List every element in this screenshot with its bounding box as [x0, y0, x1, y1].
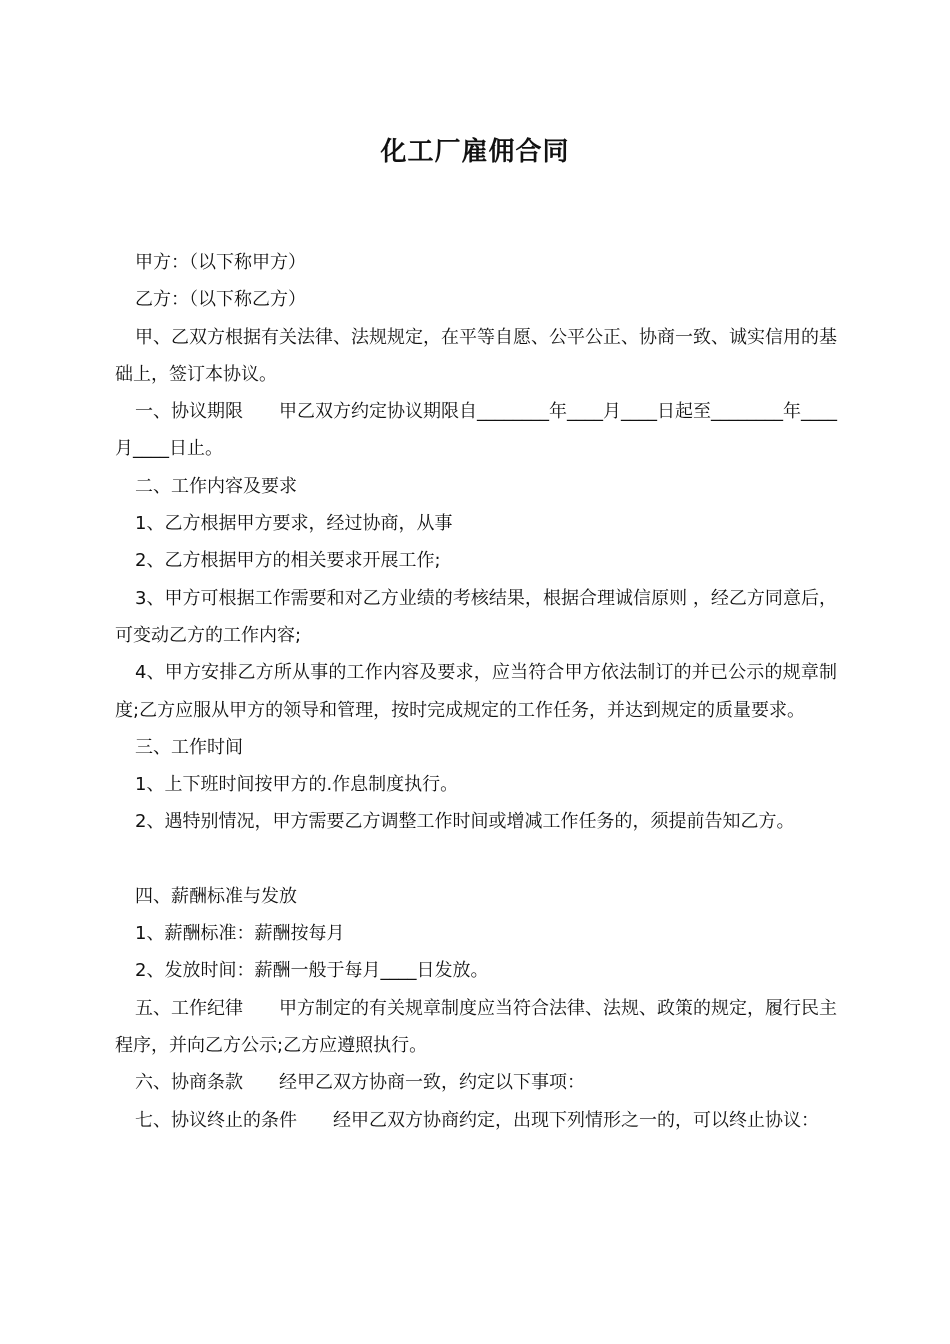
- section-7-termination: 七、协议终止的条件 经甲乙双方协商约定，出现下列情形之一的，可以终止协议：: [135, 1109, 819, 1131]
- section-3-heading: 三、工作时间: [135, 736, 243, 758]
- party-a-line: 甲方：（以下称甲方）: [135, 252, 306, 273]
- section-6-negotiation: 六、协商条款 经甲乙双方协商一致，约定以下事项：: [135, 1072, 585, 1094]
- paragraph-gap: [115, 841, 837, 878]
- party-b-line: 乙方：（以下称乙方）: [135, 289, 306, 311]
- section-2-item-2: 2、乙方根据甲方的相关要求开展工作;: [135, 550, 441, 572]
- preamble-paragraph: 甲、乙双方根据有关法律、法规规定，在平等自愿、公平公正、协商一致、诚实信用的基础上，签订本协议。: [115, 326, 837, 385]
- section-3-item-2: 2、遇特别情况，甲方需要乙方调整工作时间或增减工作任务的，须提前告知乙方。: [135, 811, 795, 833]
- section-2-heading: 二、工作内容及要求: [135, 475, 297, 497]
- section-4-item-1: 1、薪酬标准：薪酬按每月: [135, 923, 345, 945]
- section-2-item-3: 3、甲方可根据工作需要和对乙方业绩的考核结果，根据合理诚信原则 ，经乙方同意后，可变动乙方的工作内容;: [115, 587, 837, 646]
- document-title: 化工厂雇佣合同: [380, 137, 570, 167]
- section-5-discipline: 五、工作纪律 甲方制定的有关规章制度应当符合法律、法规、政策的规定，履行民主程序，并向乙方公示;乙方应遵照执行。: [115, 997, 837, 1056]
- section-4-item-2: 2、发放时间：薪酬一般于每月____日发放。: [135, 960, 489, 982]
- document-body: [115, 244, 837, 1139]
- section-1-term: 一、协议期限 甲乙双方约定协议期限自________年____月____日起至________年____月____日止。: [115, 401, 837, 460]
- section-2-item-1: 1、乙方根据甲方要求，经过协商，从事: [135, 513, 453, 535]
- section-4-heading: 四、薪酬标准与发放: [135, 885, 297, 907]
- section-3-item-1: 1、上下班时间按甲方的.作息制度执行。: [135, 774, 459, 796]
- section-2-item-4: 4、甲方安排乙方所从事的工作内容及要求，应当符合甲方依法制订的并已公示的规章制度;乙方应服从甲方的领导和管理，按时完成规定的工作任务，并达到规定的质量要求。: [115, 662, 837, 721]
